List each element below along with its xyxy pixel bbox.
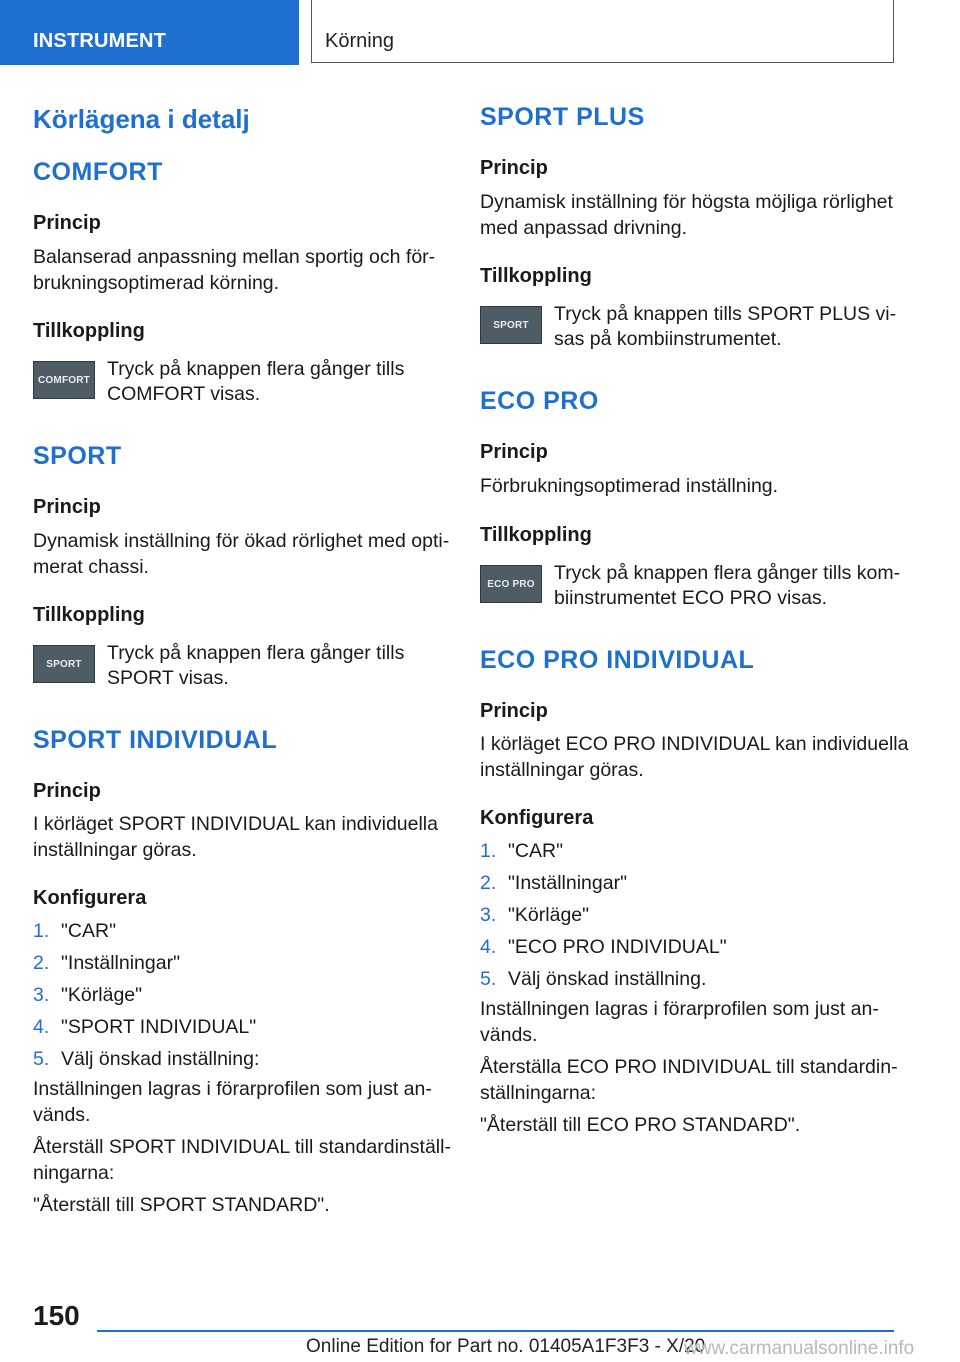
- footer-rule: [97, 1330, 894, 1332]
- comfort-tillkoppling-line: Tryck på knappen flera gånger tills: [107, 358, 405, 380]
- eco-pro-individual-princip-label: Princip: [480, 700, 548, 722]
- step-text: Välj önskad inställning:: [61, 1048, 260, 1070]
- step-text: "Inställningar": [61, 952, 180, 974]
- step-number: 3.: [480, 904, 497, 926]
- sport-plus-tillkoppling-label: Tillkoppling: [480, 265, 592, 287]
- comfort-button-icon-label: COMFORT: [38, 374, 90, 386]
- watermark: www.carmanualsonline.info: [684, 1338, 915, 1359]
- sport-plus-heading: SPORT PLUS: [480, 103, 645, 131]
- page-title: Körlägena i detalj: [33, 104, 250, 134]
- sport-individual-princip-line: inställningar göras.: [33, 839, 197, 861]
- eco-pro-individual-princip-line: inställningar göras.: [480, 759, 644, 781]
- sport-button-icon: [33, 645, 95, 683]
- step-number: 1.: [33, 920, 50, 942]
- comfort-button-icon: [33, 361, 95, 399]
- comfort-tillkoppling-line: COMFORT visas.: [107, 383, 261, 405]
- sport-princip-label: Princip: [33, 496, 101, 518]
- eco-pro-individual-heading: ECO PRO INDIVIDUAL: [480, 646, 755, 674]
- step-text: "CAR": [61, 920, 117, 942]
- sport-princip-line: merat chassi.: [33, 556, 149, 578]
- page-number: 150: [33, 1300, 80, 1331]
- eco-pro-button-icon-label: ECO PRO: [487, 578, 535, 590]
- sport-individual-note-line: Inställningen lagras i förarprofilen som just an-: [33, 1078, 432, 1100]
- sport-plus-button-icon: [480, 306, 542, 344]
- eco-pro-individual-note-line: Återställa ECO PRO INDIVIDUAL till standardin-: [480, 1056, 898, 1078]
- sport-tillkoppling-line: Tryck på knappen flera gånger tills: [107, 642, 405, 664]
- header-chapter-box: [311, 0, 894, 63]
- sport-individual-note-line: vänds.: [33, 1104, 91, 1126]
- sport-plus-button-icon-label: SPORT: [493, 319, 529, 331]
- step-text: Välj önskad inställning.: [508, 968, 707, 990]
- sport-individual-note-line: ningarna:: [33, 1162, 115, 1184]
- sport-individual-konfigurera-label: Konfigurera: [33, 887, 147, 909]
- eco-pro-tillkoppling-label: Tillkoppling: [480, 524, 592, 546]
- sport-individual-note-line: "Återställ till SPORT STANDARD".: [33, 1194, 330, 1216]
- sport-individual-note-line: Återställ SPORT INDIVIDUAL till standardinställ-: [33, 1136, 451, 1158]
- header-section-tab: [0, 0, 299, 65]
- footer-edition: Online Edition for Part no. 01405A1F3F3 - X/20: [306, 1336, 706, 1357]
- eco-pro-individual-note-line: vänds.: [480, 1024, 538, 1046]
- step-text: "Körläge": [61, 984, 143, 1006]
- step-text: "SPORT INDIVIDUAL": [61, 1016, 257, 1038]
- sport-plus-tillkoppling-line: Tryck på knappen tills SPORT PLUS vi-: [554, 303, 897, 325]
- sport-plus-tillkoppling-line: sas på kombiinstrumentet.: [554, 328, 782, 350]
- comfort-princip-line: brukningsoptimerad körning.: [33, 272, 280, 294]
- sport-plus-princip-line: Dynamisk inställning för högsta möjliga rörlighet: [480, 191, 893, 213]
- eco-pro-individual-konfigurera-label: Konfigurera: [480, 807, 594, 829]
- sport-individual-heading: SPORT INDIVIDUAL: [33, 726, 278, 754]
- sport-tillkoppling-label: Tillkoppling: [33, 604, 145, 626]
- header-section-label: INSTRUMENT: [33, 30, 167, 52]
- eco-pro-tillkoppling-line: biinstrumentet ECO PRO visas.: [554, 587, 828, 609]
- sport-heading: SPORT: [33, 442, 122, 470]
- eco-pro-individual-princip-line: I körläget ECO PRO INDIVIDUAL kan individuella: [480, 733, 909, 755]
- comfort-heading: COMFORT: [33, 158, 163, 186]
- eco-pro-tillkoppling-line: Tryck på knappen flera gånger tills kom-: [554, 562, 901, 584]
- step-number: 4.: [33, 1016, 50, 1038]
- sport-princip-line: Dynamisk inställning för ökad rörlighet med opti-: [33, 530, 450, 552]
- sport-individual-princip-line: I körläget SPORT INDIVIDUAL kan individuella: [33, 813, 438, 835]
- eco-pro-individual-note-line: "Återställ till ECO PRO STANDARD".: [480, 1114, 801, 1136]
- eco-pro-princip-label: Princip: [480, 441, 548, 463]
- eco-pro-princip-line: Förbrukningsoptimerad inställning.: [480, 475, 779, 497]
- step-number: 3.: [33, 984, 50, 1006]
- step-number: 4.: [480, 936, 497, 958]
- eco-pro-button-icon: [480, 565, 542, 603]
- step-number: 2.: [33, 952, 50, 974]
- step-number: 2.: [480, 872, 497, 894]
- step-number: 1.: [480, 840, 497, 862]
- step-text: "Inställningar": [508, 872, 627, 894]
- step-number: 5.: [480, 968, 497, 990]
- eco-pro-individual-note-line: ställningarna:: [480, 1082, 596, 1104]
- sport-plus-princip-label: Princip: [480, 157, 548, 179]
- sport-tillkoppling-line: SPORT visas.: [107, 667, 229, 689]
- header-chapter-label: Körning: [325, 30, 394, 52]
- eco-pro-heading: ECO PRO: [480, 387, 599, 415]
- comfort-princip-line: Balanserad anpassning mellan sportig och för-: [33, 246, 436, 268]
- comfort-tillkoppling-label: Tillkoppling: [33, 320, 145, 342]
- step-text: "ECO PRO INDIVIDUAL": [508, 936, 727, 958]
- step-text: "Körläge": [508, 904, 590, 926]
- sport-individual-princip-label: Princip: [33, 780, 101, 802]
- sport-plus-princip-line: med anpassad drivning.: [480, 217, 688, 239]
- comfort-princip-label: Princip: [33, 212, 101, 234]
- eco-pro-individual-note-line: Inställningen lagras i förarprofilen som just an-: [480, 998, 879, 1020]
- step-number: 5.: [33, 1048, 50, 1070]
- sport-button-icon-label: SPORT: [46, 658, 82, 670]
- step-text: "CAR": [508, 840, 564, 862]
